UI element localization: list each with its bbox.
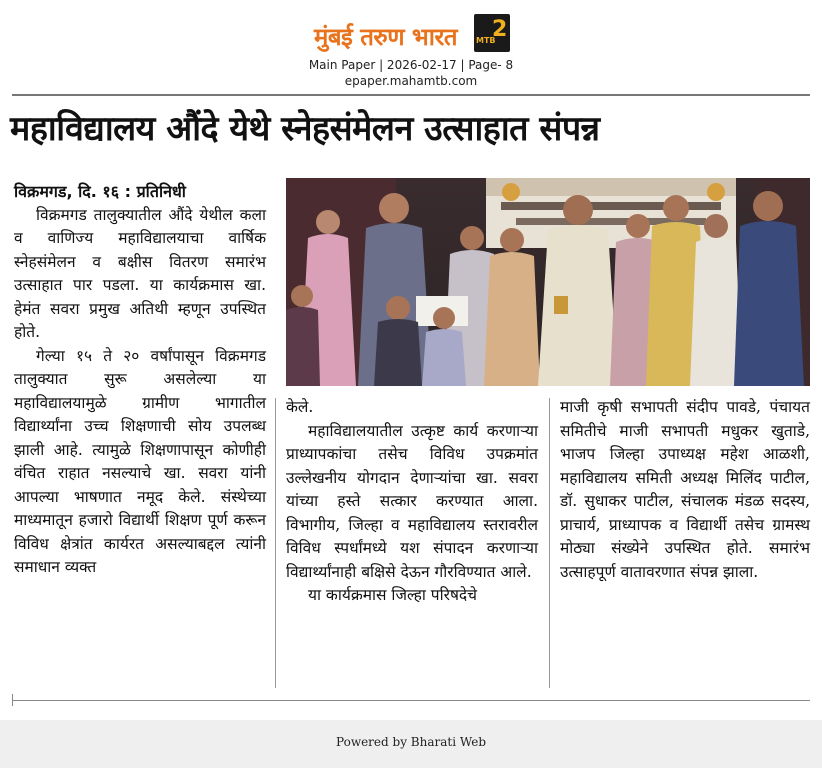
- paragraph: महाविद्यालयातील उत्कृष्ट कार्य करणाऱ्या प्राध्यापकांचा तसेच विविध उपक्रमांत उल्लेखनीय योगदान देणाऱ्यांचा खा. सवरा यांच्या हस्ते सत्कार करण्यात आला. विभागीय, जिल्हा व महाविद्यालय स्तरावरील विविध स्पर्धांमध्ये यश संपादन करणाऱ्या विद्यार्थ्यांनाही बक्षिसे देऊन गौरविण्यात आले.: [286, 421, 538, 581]
- article-dateline: विक्रमगड, दि. १६ : प्रतिनिधी: [14, 182, 186, 201]
- footer-bar: [0, 720, 822, 768]
- bottom-divider: [12, 700, 810, 701]
- powered-by-link[interactable]: Powered by Bharati Web: [336, 735, 486, 749]
- logo-badge: MTB: [476, 36, 496, 45]
- paragraph: माजी कृषी सभापती संदीप पावडे, पंचायत समितीचे माजी सभापती मधुकर खुताडे, भाजप जिल्हा उपाध्यक्ष महेश आळशी, महाविद्यालय समिती अध्यक्ष मिलिंद पाटील, डॉ. सुधाकर पाटील, संचालक मंडळ सदस्य, प्राचार्य, प्राध्यापक व विद्यार्थी तसेच ग्रामस्थ मोठ्या संख्येने उपस्थित होते. समारंभ उत्साहपूर्ण वातावरणात संपन्न झाला.: [560, 398, 810, 581]
- article-column-1: [14, 180, 266, 580]
- article-headline: महाविद्यालय औंदे येथे स्नेहसंमेलन उत्साहात संपन्न: [10, 109, 600, 149]
- paragraph: केले.: [286, 398, 314, 416]
- column-divider: [549, 398, 550, 688]
- event-photo-image: [286, 178, 810, 386]
- article-column-2: [286, 396, 538, 608]
- paragraph: विक्रमगड तालुक्यातील औंदे येथील कला व वाणिज्य महाविद्यालयाचा वार्षिक स्नेहसंमेलन व बक्षीस वितरण समारंभ उत्साहात पार पडला. या कार्यक्रमास खा. हेमंत सवरा प्रमुख अतिथी म्हणून उपस्थित होते.: [14, 205, 266, 341]
- logo-text: मुंबई तरुण भारत: [314, 23, 458, 51]
- paragraph: गेल्या १५ ते २० वर्षांपासून विक्रमगड तालुक्यात सुरू असलेल्या या महाविद्यालयामुळे ग्रामीण भागातील विद्यार्थ्यांना उच्च शिक्षणाची सोय उपलब्ध झाली आहे. त्यामुळे शिक्षणापासून कोणीही वंचित राहात नसल्याचे खा. सवरा यांनी आपल्या भाषणात नमूद केले. संस्थेच्या माध्यमातून हजारो विद्यार्थी शिक्षण पूर्ण करून विविध क्षेत्रांत कार्यरत असल्याबद्दल त्यांनी समाधान व्यक्त: [14, 346, 266, 576]
- paragraph: या कार्यक्रमास जिल्हा परिषदेचे: [308, 586, 477, 604]
- article-column-3: [560, 396, 810, 584]
- top-divider: [12, 94, 810, 96]
- mtb-logo-icon: 2 MTB: [474, 14, 510, 52]
- column-divider: [275, 398, 276, 688]
- event-photo: [286, 178, 810, 386]
- masthead: [0, 0, 822, 92]
- newspaper-logo[interactable]: [300, 14, 522, 54]
- epaper-url[interactable]: epaper.mahamtb.com: [344, 74, 478, 88]
- edition-meta: Main Paper | 2026-02-17 | Page- 8: [308, 58, 514, 72]
